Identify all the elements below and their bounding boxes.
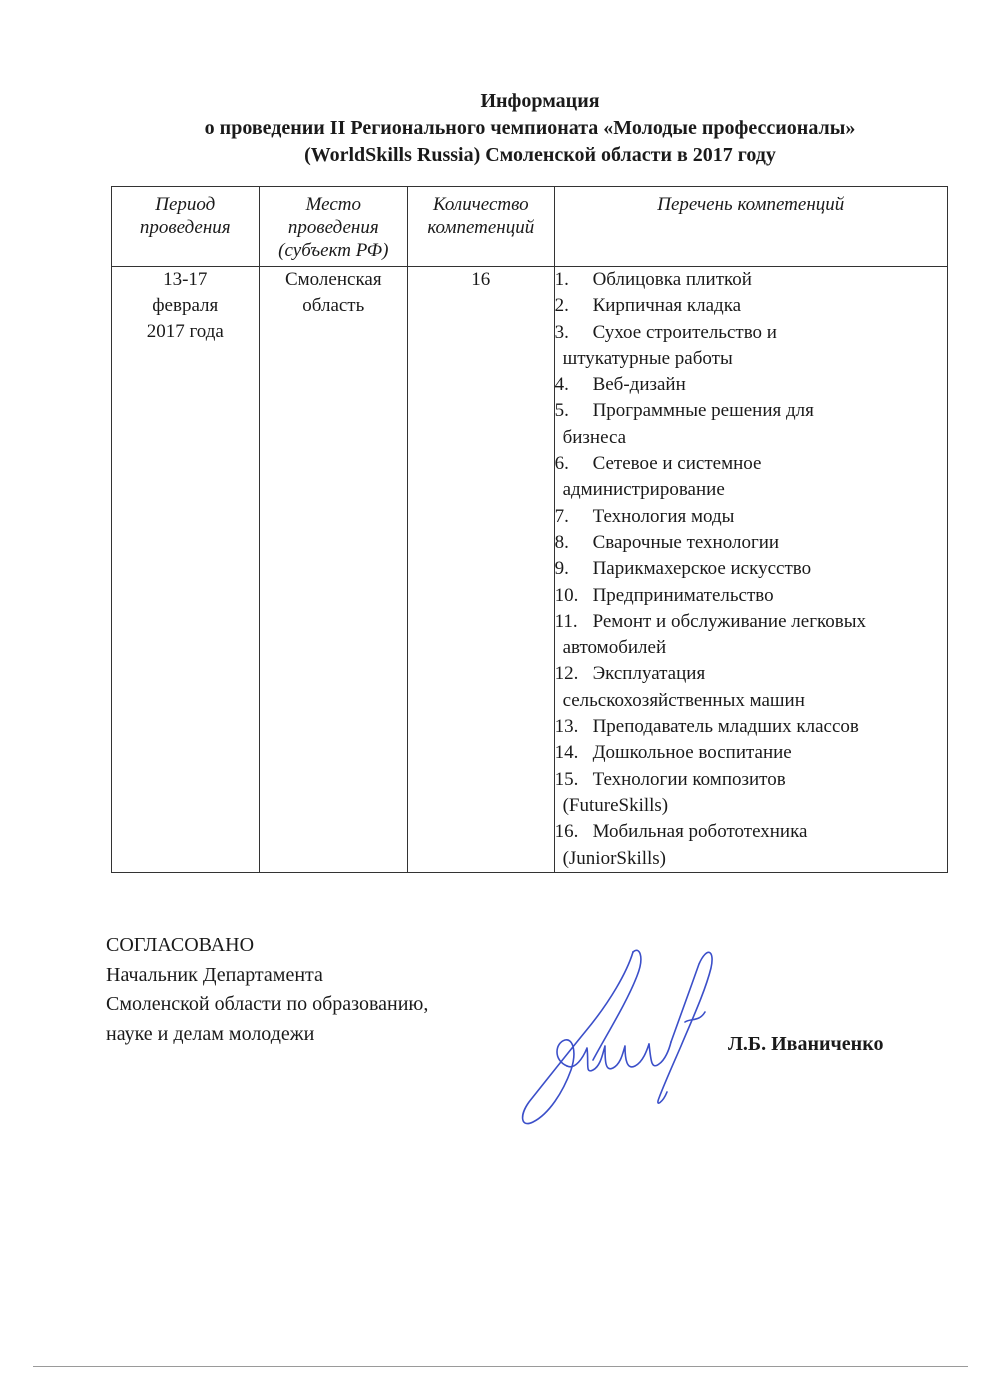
list-item (555, 504, 947, 530)
list-item-text: Технологии композитов (592, 768, 786, 790)
list-item (555, 767, 947, 820)
signer-name: Л.Б. Иваниченко (728, 1033, 884, 1055)
header-period: Период проведения (112, 187, 260, 267)
list-item-number: 12. (554, 663, 579, 685)
list-item-text: Предпринимательство (592, 584, 774, 606)
list-item-number: 6. (554, 453, 569, 475)
table-header-row (112, 187, 948, 267)
list-item-text: Программные решения для (592, 400, 814, 422)
list-item (555, 714, 947, 740)
list-item-text: Облицовка плиткой (592, 269, 752, 290)
list-item (555, 320, 947, 373)
list-item-text: Сухое строительство и (592, 321, 777, 343)
list-item-text: Парикмахерское искусство (592, 558, 812, 580)
place-line-1: Смоленская (284, 269, 382, 290)
signature-icon (515, 942, 725, 1132)
list-item-text: Технология моды (592, 505, 735, 527)
list-item-number: 4. (554, 374, 569, 396)
header-count: Количество компетенций (408, 187, 555, 267)
list-item-continuation: бизнеса (562, 426, 627, 448)
competitions-table (111, 186, 948, 873)
header-place: Место проведения (субъект РФ) (259, 187, 408, 267)
period-line-1: 13-17 (163, 269, 208, 290)
list-item-number: 9. (554, 558, 569, 580)
list-item-number: 11. (554, 610, 578, 632)
list-item-text: Сварочные технологии (592, 531, 780, 553)
list-item (555, 583, 947, 609)
document-title (150, 88, 910, 169)
list-item-number: 1. (554, 269, 569, 290)
list-item-number: 5. (554, 400, 569, 422)
list-item-text: Дошкольное воспитание (592, 742, 792, 764)
list-item (555, 661, 947, 714)
list-item-number: 3. (554, 321, 569, 343)
list-item-number: 7. (554, 505, 569, 527)
list-item-text: Эксплуатация (592, 663, 706, 685)
list-item-continuation: автомобилей (562, 637, 667, 659)
title-line-2: о проведении II Регионального чемпионата «Молодые профессионалы» (204, 117, 856, 139)
list-item (555, 267, 947, 293)
list-item (555, 740, 947, 766)
table-row (112, 267, 948, 873)
approval-line-2: Смоленской области по образованию, (106, 993, 429, 1015)
list-item-continuation: (JuniorSkills) (562, 847, 667, 869)
list-item-continuation: администрирование (562, 479, 725, 501)
list-item-number: 2. (554, 295, 569, 317)
list-item-continuation: (FutureSkills) (562, 794, 669, 816)
cell-period (112, 267, 260, 873)
list-item (555, 372, 947, 398)
approval-block (106, 931, 428, 1049)
list-item-text: Кирпичная кладка (592, 295, 742, 317)
cell-competencies (554, 267, 947, 873)
list-item-continuation: сельскохозяйственных машин (562, 689, 805, 711)
list-item-text: Сетевое и системное (592, 453, 762, 475)
period-line-3: 2017 года (146, 321, 224, 342)
approval-line-1: Начальник Департамента (106, 963, 323, 986)
competencies-list (555, 267, 947, 872)
page-bottom-rule (33, 1366, 968, 1367)
list-item (555, 451, 947, 504)
approval-line-3: науке и делам молодежи (106, 1022, 315, 1045)
place-line-2: область (302, 295, 365, 316)
list-item-number: 10. (554, 584, 579, 606)
title-line-1: Информация (480, 90, 600, 112)
list-item (555, 398, 947, 451)
approval-agreed: СОГЛАСОВАНО (106, 934, 255, 956)
header-list: Перечень компетенций (554, 187, 947, 267)
list-item-text: Веб-дизайн (592, 374, 686, 396)
list-item-text: Преподаватель младших классов (592, 716, 859, 738)
list-item (555, 530, 947, 556)
list-item-number: 13. (554, 716, 579, 738)
list-item-number: 8. (554, 531, 569, 553)
list-item (555, 293, 947, 319)
list-item-number: 14. (554, 742, 579, 764)
list-item-continuation: штукатурные работы (562, 347, 733, 369)
list-item-text: Мобильная робототехника (592, 821, 808, 843)
cell-place (259, 267, 408, 873)
cell-count (408, 267, 555, 873)
list-item (555, 556, 947, 582)
list-item-text: Ремонт и обслуживание легковых (592, 610, 866, 632)
count-value: 16 (471, 269, 491, 290)
period-line-2: февраля (152, 295, 219, 316)
list-item-number: 15. (554, 768, 579, 790)
title-line-3: (WorldSkills Russia) Смоленской области в 2017 году (304, 144, 776, 166)
list-item (555, 609, 947, 662)
list-item-number: 16. (554, 821, 579, 843)
list-item (555, 819, 947, 872)
